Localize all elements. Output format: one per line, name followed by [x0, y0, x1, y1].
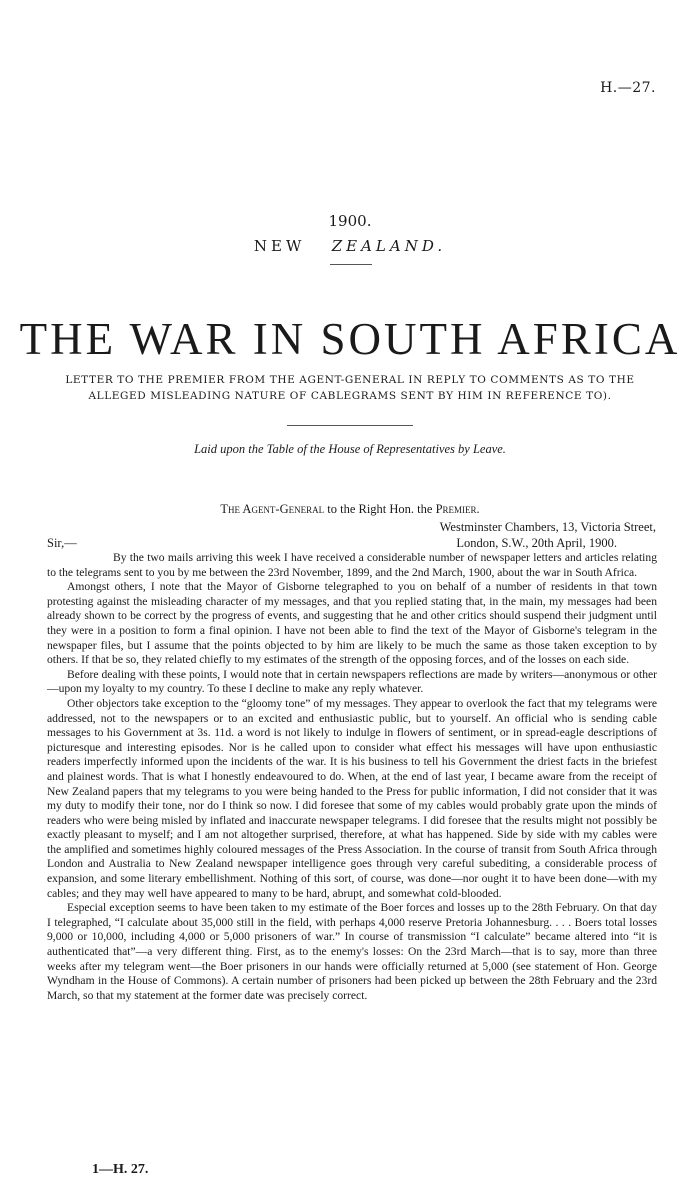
salutation: Sir,— [47, 536, 77, 550]
sender-address-line-1: Westminster Chambers, 13, Victoria Street, [439, 520, 656, 534]
letter-heading-mid: to the Right Hon. the [327, 502, 433, 516]
letter-heading [0, 502, 700, 517]
country-title [0, 237, 700, 255]
country-word-2: ZEALAND. [331, 237, 447, 255]
country-word-1: NEW [253, 237, 306, 255]
sender-address-line-2: London, S.W., 20th April, 1900. [456, 536, 617, 550]
laid-notice: Laid upon the Table of the House of Representatives by Leave. [194, 442, 506, 456]
paragraph: Before dealing with these points, I would note that in certain newspapers reflections are made by writers—anonymous or other—upon my loyalty to my country. To these I decline to make any reply whatever. [47, 667, 657, 696]
paragraph: Especial exception seems to have been taken to my estimate of the Boer forces and losses up to the 28th February. On that day I telegraphed, “I calculate about 35,000 still in the field, with perhaps 4,000 reserve Pretoria Johannesburg. . . . Boers total losses 9,000 or 10,000, including 4,000 or 5,000 prisoners of war.” In course of transmission “I calculate” became altered into “it is authenticated that”—a very different thing. First, as to the enemy's losses: On the 23rd March—that is to say, more than three weeks after my telegram went—the Boer prisoners in our hands were officially returned at 5,000 (see statement of Hon. George Wyndham in the House of Commons). A certain number of prisoners had been picked up between the 28th February and the 23rd March, so that my statement at the former date was precisely correct. [47, 901, 657, 1002]
document-subtitle: LETTER TO THE PREMIER FROM THE AGENT-GENERAL IN REPLY TO COMMENTS AS TO THE ALLEGED MISLEADING NATURE OF CABLEGRAMS SENT BY HIM IN REFERENCE TO). [65, 374, 635, 402]
letter-body [47, 551, 657, 1003]
folio-signature: 1—H. 27. [92, 1162, 149, 1177]
divider-rule [330, 264, 372, 265]
paragraph: Other objectors take exception to the “gloomy tone” of my messages. They appear to overlook the fact that my telegrams were addressed, not to the newspapers or to an excited and enthusiastic public, but to yourself. An official who is sending cable messages to his Government at 3s. 11d. a word is not likely to indulge in flowers of sentiment, or in spread-eagle descriptions of picturesque and interesting episodes. Nor is he called upon to consider what effect his messages will have upon enthusiastic readers imperfectly informed upon the incidents of the war. It is his business to tell his Government the driest facts in the briefest and plainest words. That is what I honestly endeavoured to do. When, at the end of last year, I became aware from the receipt of New Zealand papers that my telegrams to you were being handed to the Press for public information, I did not consider that it was my duty to modify their tone, nor do I think so now. I did foresee that some of my cables would probably grate upon the minds of readers who were being misled by inflated and inaccurate newspaper telegrams. I did foresee that the results might not possibly be exactly pleasant to myself; and I am not altogether surprised, therefore, at what has happened. Side by side with my cables were the amplified and sometimes highly coloured messages of the Press Association. In the course of transit from South Africa through London and Australia to New Zealand newspaper intelligence goes through very careful subediting, a considerable process of expansion, and some literary embellishment. Nothing of this sort, of course, was done—nor ought it to have been done—with my cables; and they may well have appeared to many to be hard, abrupt, and somewhat cold-blooded. [47, 696, 657, 900]
document-title: THE WAR IN SOUTH AFRICA [19, 314, 681, 364]
paper-reference: H.—27. [600, 80, 656, 96]
paragraph: By the two mails arriving this week I have received a considerable number of newspaper letters and articles relating to the telegrams sent to you by me between the 23rd November, 1899, and the 2nd March, 1900, about the war in South Africa. [47, 551, 657, 579]
year: 1900. [328, 212, 372, 230]
letter-heading-from: The Agent-General [220, 502, 325, 516]
divider-rule [287, 425, 413, 426]
letter-heading-to: Premier. [435, 502, 480, 516]
paragraph: Amongst others, I note that the Mayor of Gisborne telegraphed to you on behalf of a number of residents in that town protesting against the misleading character of my messages, and that you replied stating that, in the main, my messages had been already shown to be correct by the progress of events, and suggesting that he and other critics should suspend their judgment until they were in a position to form a final opinion. I have not been able to find the text of the Mayor of Gisborne's telegram in the newspaper files, but I assume that the points objected to by him are likely to be much the same as those taken exception to by others. If that be so, they related chiefly to my estimates of the strength of the opposing forces, and of the losses on each side. [47, 580, 657, 667]
